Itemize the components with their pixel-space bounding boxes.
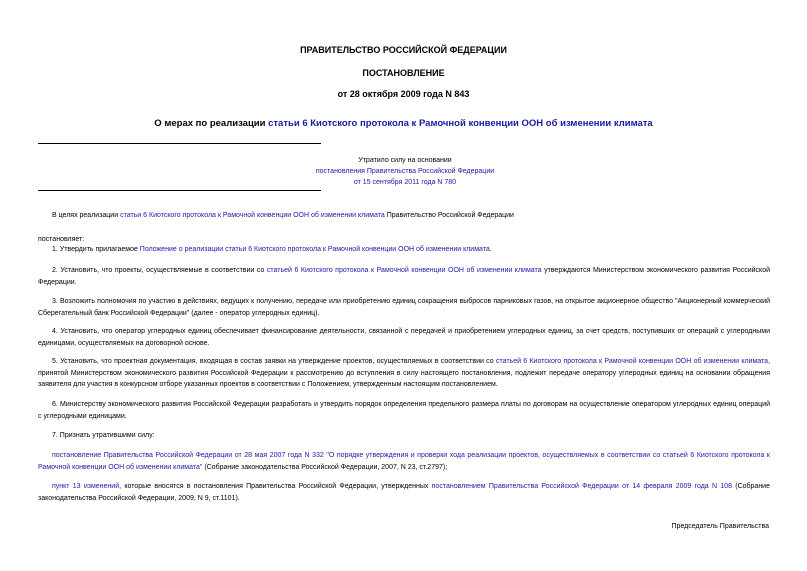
item-4: 4. Установить, что оператор углеродных единиц обеспечивает финансирование деятельности, связанной с передачей и приобретением углеродных единиц, за счет средств, поступивших от операций с углеродными единицами, осуществляемых на договорной основе.: [38, 328, 770, 347]
item-1-text: 1. Утвердить прилагаемое: [52, 246, 140, 253]
revoked-1: [38, 450, 770, 473]
revoked-2-link-2[interactable]: постановлением Правительства Российской Федерации от 14 февраля 2009 года N 108: [431, 483, 732, 490]
item-2-link[interactable]: статьей 6 Киотского протокола к Рамочной конвенции ООН об изменении климата: [266, 267, 542, 274]
divider-top: [38, 143, 321, 144]
decrees-word: постановляет:: [38, 236, 85, 243]
item-6: 6. Министерству экономического развития Российской Федерации разработать и утвердить порядок определения предельного размера платы по договорам на осуществление оператором углеродных единиц операций с углеродными единицами.: [38, 401, 770, 420]
title-prefix: О мерах по реализации: [154, 118, 269, 129]
item-5: [38, 356, 770, 391]
status-note: [300, 155, 510, 188]
item-3: 3. Возложить полномочия по участию в действиях, ведущих к получению, передаче или приобретению единиц сокращения выбросов парниковых газов, на открытое акционерное общество "Акционерный коммерческий Сберегательный банк Российской Федерации" (далее - оператор углеродных единиц).: [38, 298, 770, 317]
item-1-end: .: [489, 246, 492, 253]
item-1: [38, 244, 770, 256]
status-note-date-link[interactable]: от 15 сентября 2011 года N 780: [353, 179, 457, 186]
intro-link[interactable]: статьи 6 Киотского протокола к Рамочной конвенции ООН об изменении климата: [120, 212, 385, 219]
item-5-text: 5. Установить, что проектная документация, входящая в состав заявки на утверждение проектов, осуществляемых в соответствии со: [52, 358, 496, 365]
item-1-link[interactable]: Положение о реализации статьи 6 Киотского протокола к Рамочной конвенции ООН об изменении климата: [139, 246, 490, 253]
item-2-end: утверждаются Министерством экономического развития Российской Федерации.: [38, 267, 770, 286]
document-title: [0, 118, 807, 129]
document-date: от 28 октября 2009 года N 843: [337, 89, 470, 99]
signature-title: Председатель Правительства: [671, 523, 769, 530]
revoked-2-end: (Собрание законодательства Российской Федерации, 2009, N 9, ст.1101).: [38, 483, 770, 502]
item-2: [38, 265, 770, 288]
title-link[interactable]: статьи 6 Киотского протокола к Рамочной конвенции ООН об изменении климата: [268, 118, 653, 129]
intro-text: В целях реализации: [52, 212, 121, 219]
government-name: ПРАВИТЕЛЬСТВО РОССИЙСКОЙ ФЕДЕРАЦИИ: [300, 45, 507, 55]
status-note-link[interactable]: постановления Правительства Российской Федерации: [315, 168, 495, 175]
revoked-2-text: , которые вносятся в постановления Правительства Российской Федерации, утвержденных: [119, 483, 432, 490]
divider-bottom: [38, 190, 321, 191]
intro-text-end: Правительство Российской Федерации: [384, 212, 514, 219]
item-7: 7. Признать утратившими силу:: [52, 432, 155, 439]
revoked-1-text: (Собрание законодательства Российской Федерации, 2007, N 23, ст.2797);: [202, 463, 448, 471]
intro-paragraph: [38, 210, 770, 222]
document-type: ПОСТАНОВЛЕНИЕ: [362, 68, 445, 78]
revoked-1-link[interactable]: постановление Правительства Российской Федерации от 28 мая 2007 года N 332 "О порядке утверждения и проверки хода реализации проектов, осуществляемых в соответствии со статьей 6 Киотского протокола к Рамочной конвенции ООН об изменении климата": [38, 452, 770, 471]
item-5-link[interactable]: статьей 6 Киотского протокола к Рамочной конвенции ООН об изменении климата: [495, 358, 769, 365]
status-note-line1: Утратило силу на основании: [358, 157, 452, 164]
revoked-2-link-1[interactable]: пункт 13 изменений: [52, 483, 120, 490]
item-5-end: , принятой Министерством экономического развития Российской Федерации к рассмотрению до вступления в силу настоящего постановления, подлежит передаче оператору углеродных единиц на основании обращения заявителя для участия в конкурсном отборе указанных проектов в соответствии с Положением, утвержденным настоящим постановлением.: [38, 358, 771, 388]
item-2-text: 2. Установить, что проекты, осуществляемые в соответствии со: [52, 267, 267, 274]
revoked-2: [38, 481, 770, 504]
